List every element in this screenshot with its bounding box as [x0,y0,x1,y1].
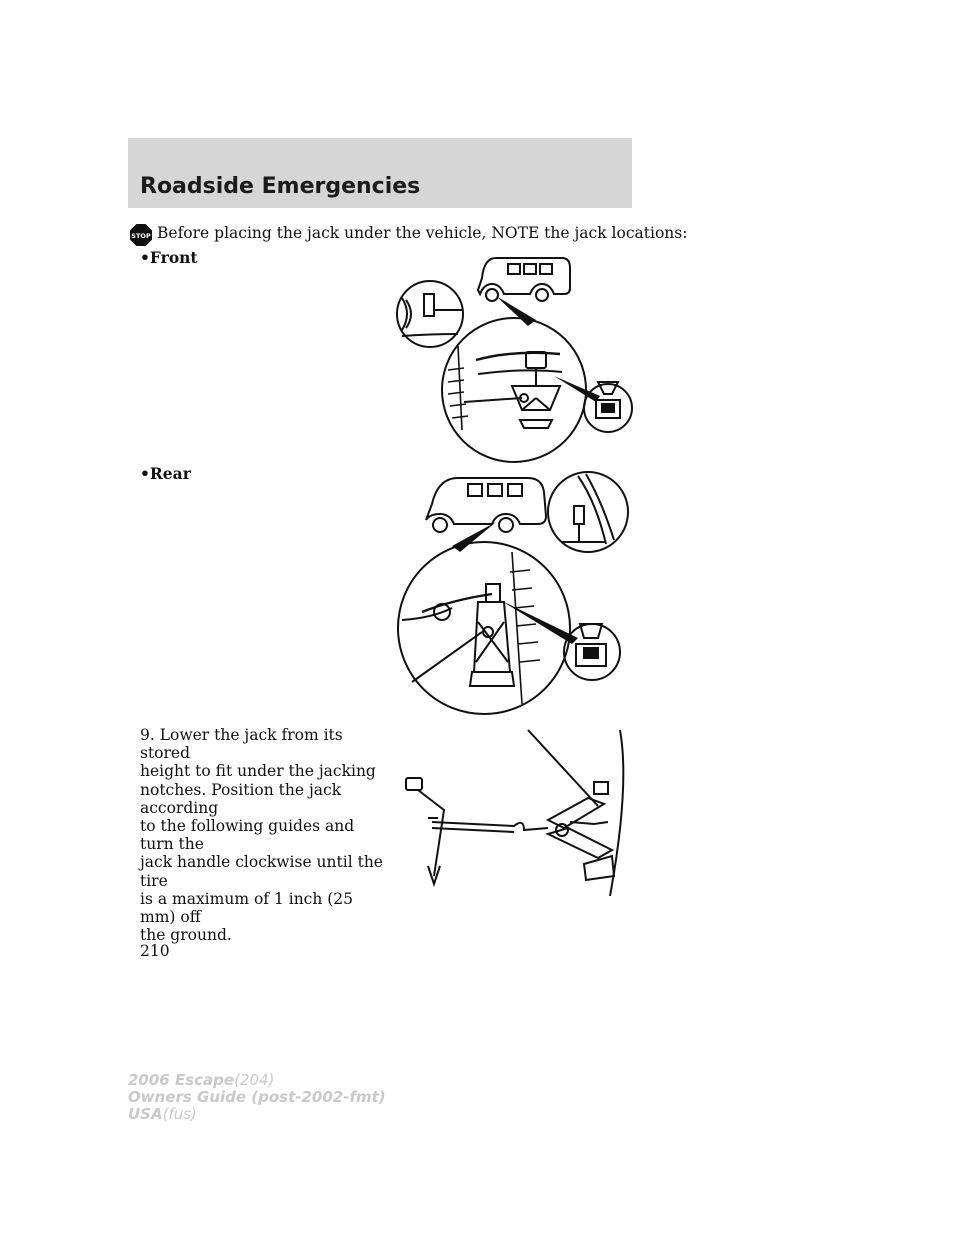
bullet-front-label: Front [149,248,198,267]
front-jack-location-illustration [392,250,640,462]
footer-market: USA [128,1105,163,1123]
jack-notch-detail [397,281,463,347]
step-9-line: notches. Position the jack according [140,780,342,817]
tire-outline [610,730,623,896]
step-9-line: 9. Lower the jack from its stored [140,726,343,763]
front-jack-closeup [442,318,586,462]
jack-warning-text: Before placing the jack under the vehicle, NOTE the jack locations: [157,224,688,242]
footer-market-code: (fus) [162,1105,197,1123]
step-9-line: height to fit under the jacking [140,762,376,781]
jack-handle-illustration [398,726,634,896]
document-footer [128,1072,386,1123]
vehicle-silhouette-icon [478,258,570,301]
rear-jack-location-illustration [392,472,640,718]
stop-icon [130,224,152,246]
step-9-line: jack handle clockwise until the tire [140,853,383,890]
bullet-rear-label: Rear [149,464,191,483]
step-9-instructions [140,726,390,944]
bullet-front: •Front [140,248,198,267]
step-9-line: to the following guides and turn the [140,817,355,854]
rear-jack-closeup [398,542,570,714]
bullet-rear: •Rear [140,464,191,483]
lug-wrench-icon [406,778,444,884]
footer-model: 2006 Escape [128,1071,235,1089]
scissor-jack-icon [548,782,614,880]
stop-icon-label: STOP [131,231,151,240]
vehicle-silhouette-icon [426,478,546,532]
jack-notch-detail [548,472,628,552]
footer-model-code: (204) [234,1071,275,1089]
jack-handle-icon [432,822,548,832]
jack-head-detail [564,624,620,680]
footer-guide: Owners Guide (post-2002-fmt) [128,1088,386,1106]
page-number: 210 [140,942,170,960]
vehicle-body-line [528,730,598,806]
page-title: Roadside Emergencies [140,174,421,199]
step-9-line: the ground. [140,926,232,945]
jack-head-detail [584,382,632,432]
step-9-line: is a maximum of 1 inch (25 mm) off [140,889,354,927]
